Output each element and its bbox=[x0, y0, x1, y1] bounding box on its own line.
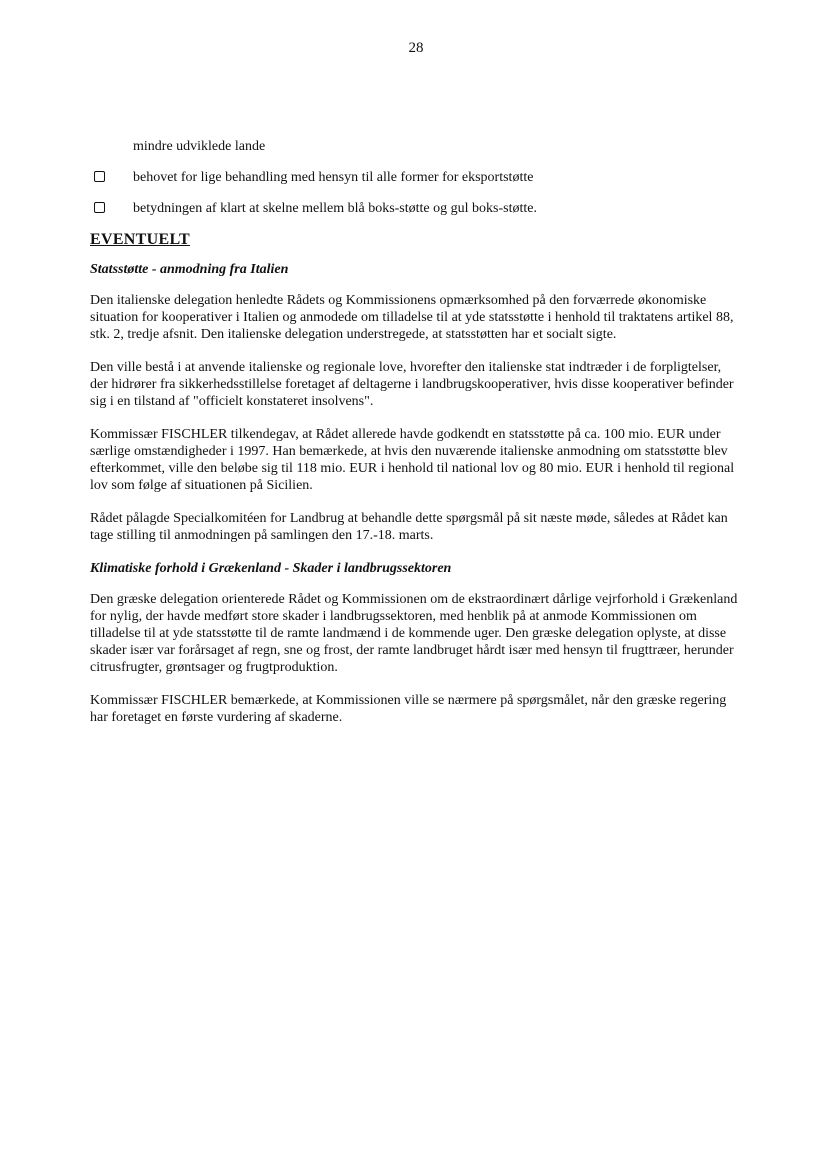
paragraph: Den ville bestå i at anvende italienske og regionale love, hvorefter den italienske stat indtræder i de forpligtelser, der hidrører fra sikkerhedsstillelse foretaget af deltagerne i landbrugskooperativer, hvis disse kooperativer befinder sig i en tilstand af "officielt konstateret insolvens". bbox=[90, 360, 734, 409]
paragraph: Kommissær FISCHLER tilkendegav, at Rådet allerede havde godkendt en statsstøtte på ca. 100 mio. EUR under særlige omstændigheder i 1997. Han bemærkede, at hvis den nuværende italienske anmodning om statsstøtte blev efterkommet, ville den beløbe sig til 118 mio. EUR i henhold til national lov og 80 mio. EUR i henhold til regional lov som følge af situationen på Sicilien. bbox=[90, 427, 735, 493]
paragraph: Den græske delegation orienterede Rådet og Kommissionen om de ekstraordinært dårlige vejrforhold i Grækenland for nylig, der havde medført store skader i landbrugssektoren, med henblik på at anmode Kommissionen om tilladelse til at yde statsstøtte til de ramte landmænd i de kommende uger. Den græske delegation oplyste, at disse skader især var forårsaget af regn, sne og frost, der ramte landbruget hårdt især med hensyn til frugttræer, herunder citrusfrugter, grøntsager og frugtproduktion. bbox=[90, 592, 738, 675]
paragraph: Rådet pålagde Specialkomitéen for Landbrug at behandle dette spørgsmål på sit næste møde, således at Rådet kan tage stilling til anmodningen på samlingen den 17.-18. marts. bbox=[90, 511, 728, 543]
list-item-text: behovet for lige behandling med hensyn til alle former for eksportstøtte bbox=[133, 170, 534, 185]
checkbox-bullet-icon bbox=[94, 171, 105, 182]
subsection-heading: Klimatiske forhold i Grækenland - Skader i landbrugssektoren bbox=[90, 561, 452, 576]
checkbox-bullet-icon bbox=[94, 202, 105, 213]
list-continuation-line: mindre udviklede lande bbox=[133, 139, 266, 154]
page-number: 28 bbox=[408, 40, 424, 56]
paragraph: Den italienske delegation henledte Rådets og Kommissionens opmærksomhed på den forværrede økonomiske situation for kooperativer i Italien og anmodede om tilladelse til at yde statsstøtte i henhold til traktatens artikel 88, stk. 2, tredje afsnit. Den italienske delegation understregede, at statsstøtten har et socialt sigte. bbox=[90, 293, 734, 342]
list-item-text: betydningen af klart at skelne mellem blå boks-støtte og gul boks-støtte. bbox=[133, 201, 537, 216]
list-item bbox=[90, 200, 740, 217]
list-item bbox=[90, 169, 740, 186]
section-heading: EVENTUELT bbox=[90, 231, 190, 248]
paragraph: Kommissær FISCHLER bemærkede, at Kommissionen ville se nærmere på spørgsmålet, når den græske regering har foretaget en første vurdering af skaderne. bbox=[90, 693, 727, 725]
document-body bbox=[90, 138, 740, 742]
subsection-heading: Statsstøtte - anmodning fra Italien bbox=[90, 262, 289, 277]
